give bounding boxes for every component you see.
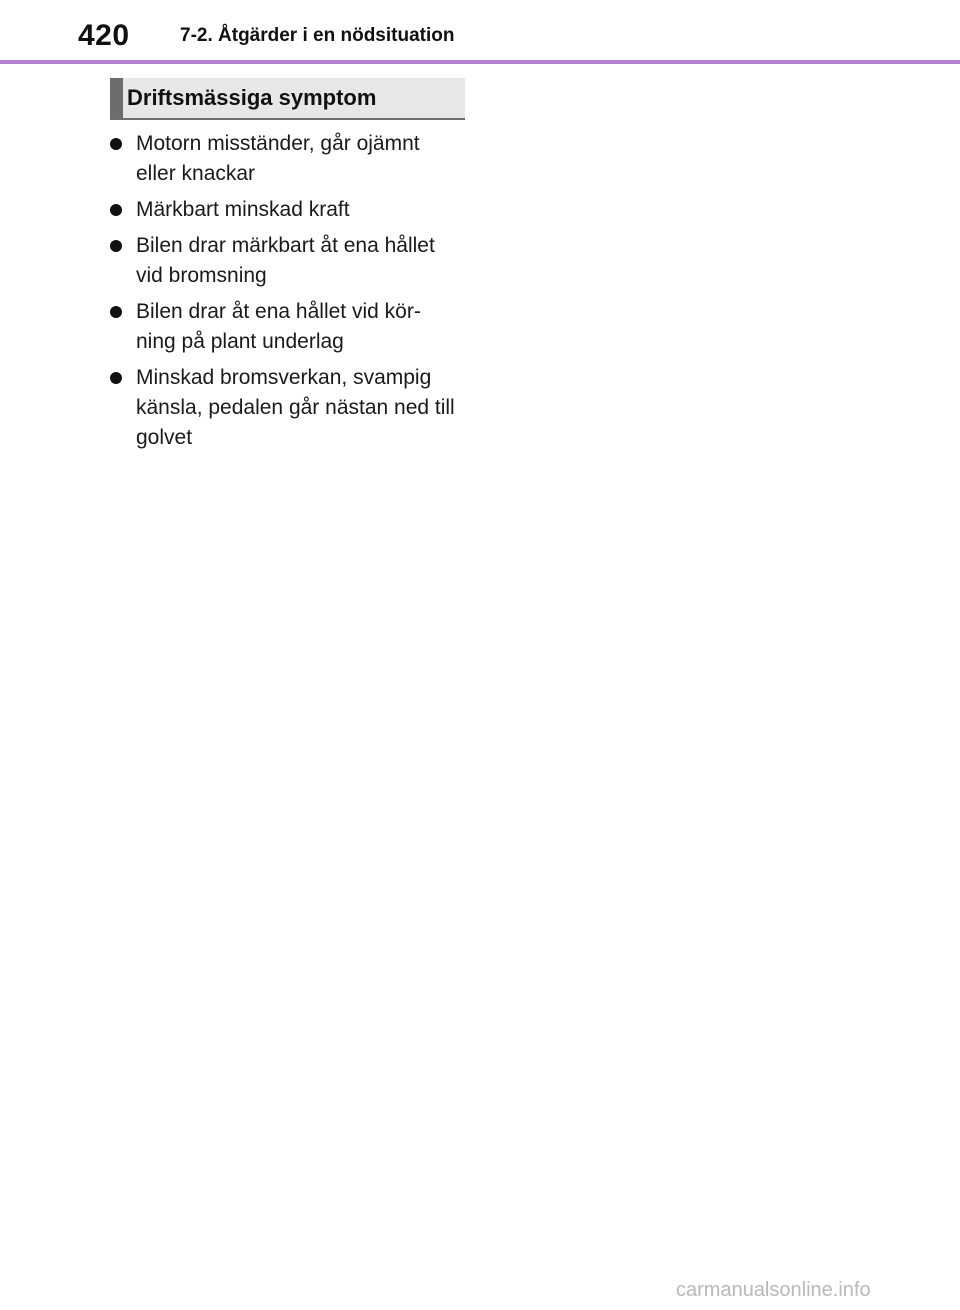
list-item: [110, 297, 460, 357]
bullet-icon: [110, 306, 122, 318]
list-item-text: Märkbart minskad kraft: [136, 198, 350, 221]
bullet-icon: [110, 138, 122, 150]
section-heading-bar: [110, 78, 123, 118]
list-item-text: Bilen drar åt ena hållet vid kör-ning på plant underlag: [136, 300, 421, 353]
bullet-icon: [110, 204, 122, 216]
page-number: 420: [78, 19, 130, 52]
header-divider: [0, 60, 960, 64]
list-item-text: Bilen drar märkbart åt ena hållet vid bromsning: [136, 234, 435, 287]
bullet-icon: [110, 372, 122, 384]
symptom-list: [110, 129, 460, 459]
list-item: [110, 129, 460, 189]
section-heading-box: [110, 78, 465, 120]
section-heading-title: Driftsmässiga symptom: [127, 85, 377, 110]
list-item-text: Motorn misständer, går ojämnt eller knackar: [136, 132, 420, 185]
list-item: [110, 231, 460, 291]
page-header: [0, 0, 960, 64]
bullet-icon: [110, 240, 122, 252]
chapter-title: 7-2. Åtgärder i en nödsituation: [180, 25, 455, 46]
list-item: [110, 363, 460, 453]
watermark-text: carmanualsonline.info: [676, 1279, 871, 1301]
list-item-text: Minskad bromsverkan, svampig känsla, pedalen går nästan ned till golvet: [136, 366, 455, 449]
list-item: [110, 195, 460, 225]
